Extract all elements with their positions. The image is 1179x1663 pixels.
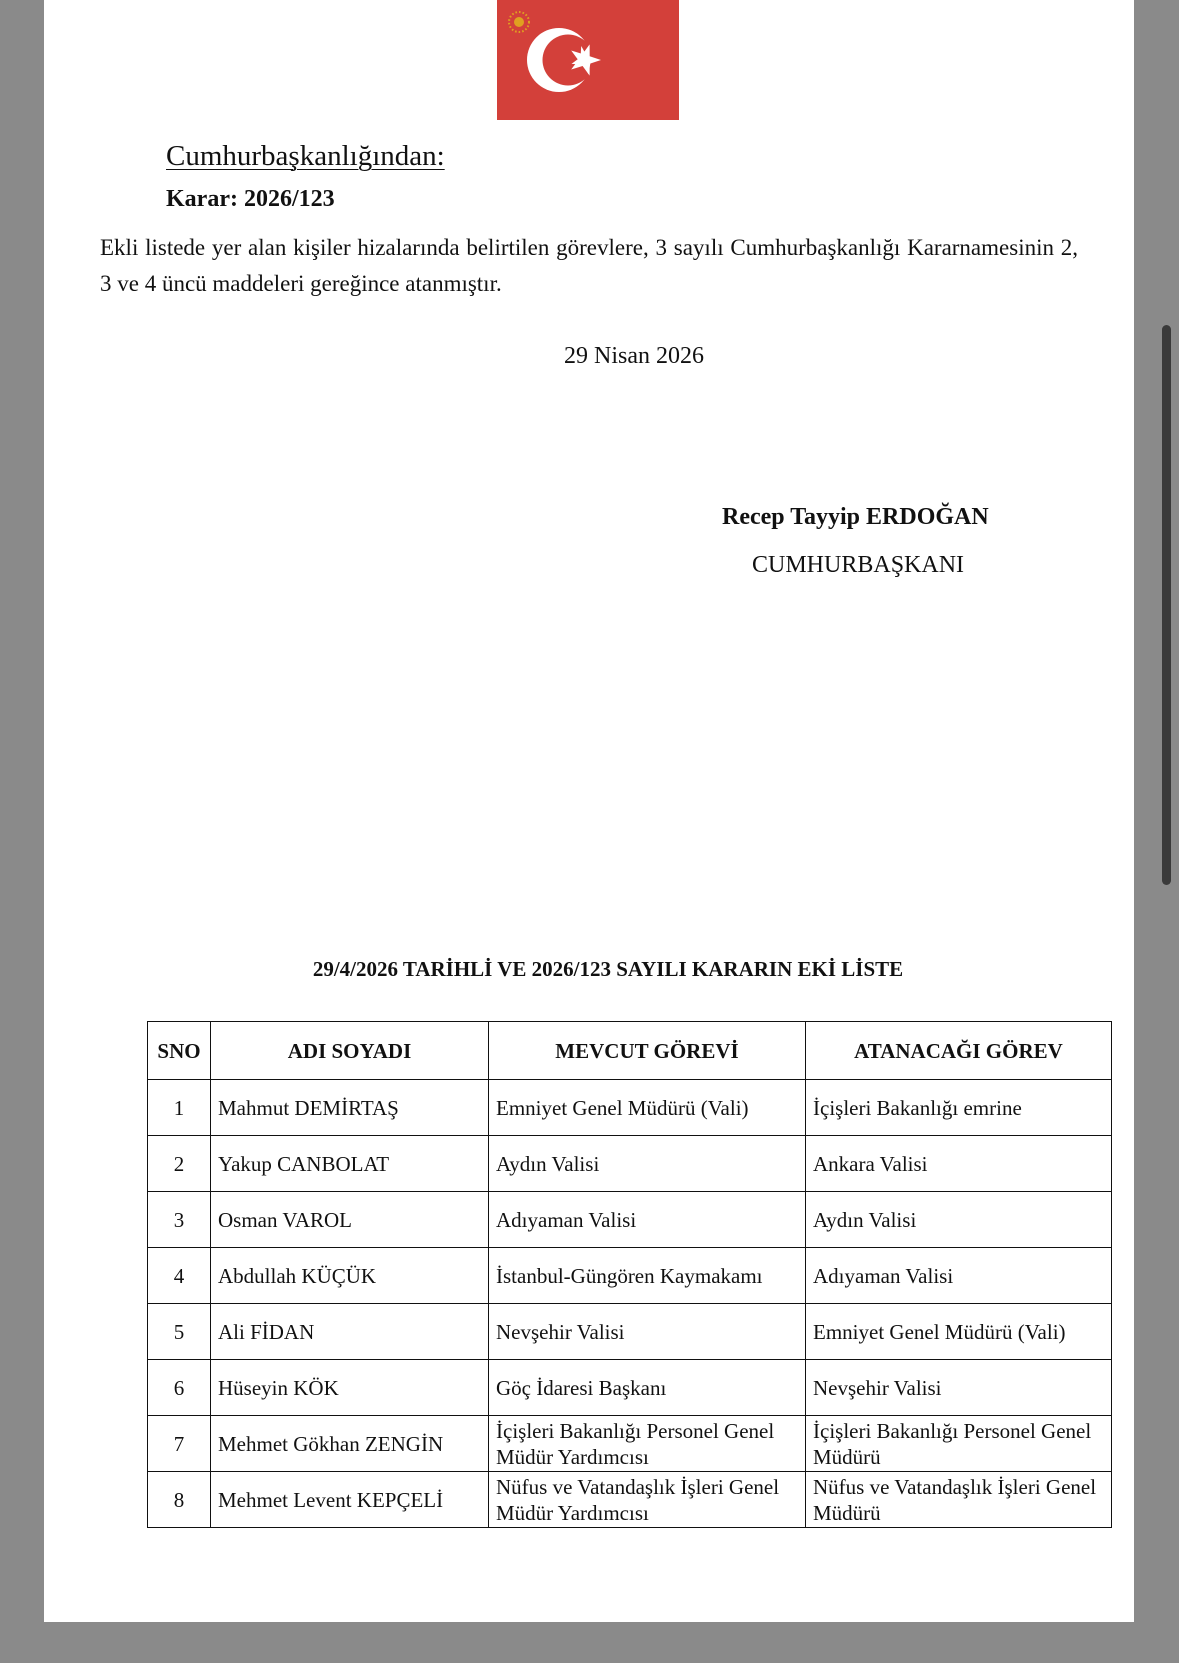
decision-date-text: 29 Nisan 2026 (564, 343, 704, 369)
column-header-current-position: MEVCUT GÖREVİ (489, 1022, 806, 1080)
cell-new-position: Nüfus ve Vatandaşlık İşleri Genel Müdürü (806, 1472, 1112, 1528)
table-row (148, 1304, 1112, 1360)
cell-new-position: İçişleri Bakanlığı Personel Genel Müdürü (806, 1416, 1112, 1472)
cell-current-position: Nüfus ve Vatandaşlık İşleri Genel Müdür Yardımcısı (489, 1472, 806, 1528)
cell-name: Mehmet Levent KEPÇELİ (211, 1472, 489, 1528)
cell-name: Yakup CANBOLAT (211, 1136, 489, 1192)
signature-name: Recep Tayyip ERDOĞAN (722, 504, 989, 530)
column-header-new-position: ATANACAĞI GÖREV (806, 1022, 1112, 1080)
cell-sno: 5 (148, 1304, 211, 1360)
table-header-row (148, 1022, 1112, 1080)
cell-current-position: Emniyet Genel Müdürü (Vali) (489, 1080, 806, 1136)
cell-sno: 8 (148, 1472, 211, 1528)
cell-new-position: Emniyet Genel Müdürü (Vali) (806, 1304, 1112, 1360)
cell-new-position: Adıyaman Valisi (806, 1248, 1112, 1304)
cell-sno: 3 (148, 1192, 211, 1248)
appendix-list-title: 29/4/2026 TARİHLİ VE 2026/123 SAYILI KARARIN EKİ LİSTE (312, 957, 904, 981)
cell-sno: 6 (148, 1360, 211, 1416)
cell-new-position: Aydın Valisi (806, 1192, 1112, 1248)
cell-name: Mahmut DEMİRTAŞ (211, 1080, 489, 1136)
column-header-sno: SNO (148, 1022, 211, 1080)
cell-new-position: Nevşehir Valisi (806, 1360, 1112, 1416)
table-row (148, 1472, 1112, 1528)
signature-title: CUMHURBAŞKANI (752, 552, 965, 578)
cell-name: Mehmet Gökhan ZENGİN (211, 1416, 489, 1472)
decision-date (434, 343, 834, 370)
table-row (148, 1136, 1112, 1192)
flag-emblem-image (497, 0, 679, 120)
document-page (44, 0, 1134, 1622)
cell-current-position: İçişleri Bakanlığı Personel Genel Müdür Yardımcısı (489, 1416, 806, 1472)
cell-name: Osman VAROL (211, 1192, 489, 1248)
table-row (148, 1192, 1112, 1248)
cell-name: Abdullah KÜÇÜK (211, 1248, 489, 1304)
cell-new-position: Ankara Valisi (806, 1136, 1112, 1192)
issuer-heading: Cumhurbaşkanlığından: (166, 140, 445, 172)
cell-current-position: Göç İdaresi Başkanı (489, 1360, 806, 1416)
decision-body-text: Ekli listede yer alan kişiler hizalarında belirtilen görevlere, 3 sayılı Cumhurbaşkanlığı Kararnamesinin 2, 3 ve 4 üncü maddeleri gereğince atanmıştır. (100, 235, 1078, 296)
decision-number: Karar: 2026/123 (166, 186, 335, 212)
cell-sno: 7 (148, 1416, 211, 1472)
cell-sno: 4 (148, 1248, 211, 1304)
table-row (148, 1360, 1112, 1416)
table-row (148, 1416, 1112, 1472)
cell-sno: 1 (148, 1080, 211, 1136)
cell-current-position: Nevşehir Valisi (489, 1304, 806, 1360)
cell-current-position: İstanbul-Güngören Kaymakamı (489, 1248, 806, 1304)
appointment-table (147, 1021, 1112, 1528)
cell-current-position: Adıyaman Valisi (489, 1192, 806, 1248)
cell-current-position: Aydın Valisi (489, 1136, 806, 1192)
cell-new-position: İçişleri Bakanlığı emrine (806, 1080, 1112, 1136)
cell-name: Ali FİDAN (211, 1304, 489, 1360)
table-row (148, 1248, 1112, 1304)
cell-sno: 2 (148, 1136, 211, 1192)
scrollbar-thumb[interactable] (1162, 325, 1171, 885)
cell-name: Hüseyin KÖK (211, 1360, 489, 1416)
table-row (148, 1080, 1112, 1136)
column-header-name: ADI SOYADI (211, 1022, 489, 1080)
